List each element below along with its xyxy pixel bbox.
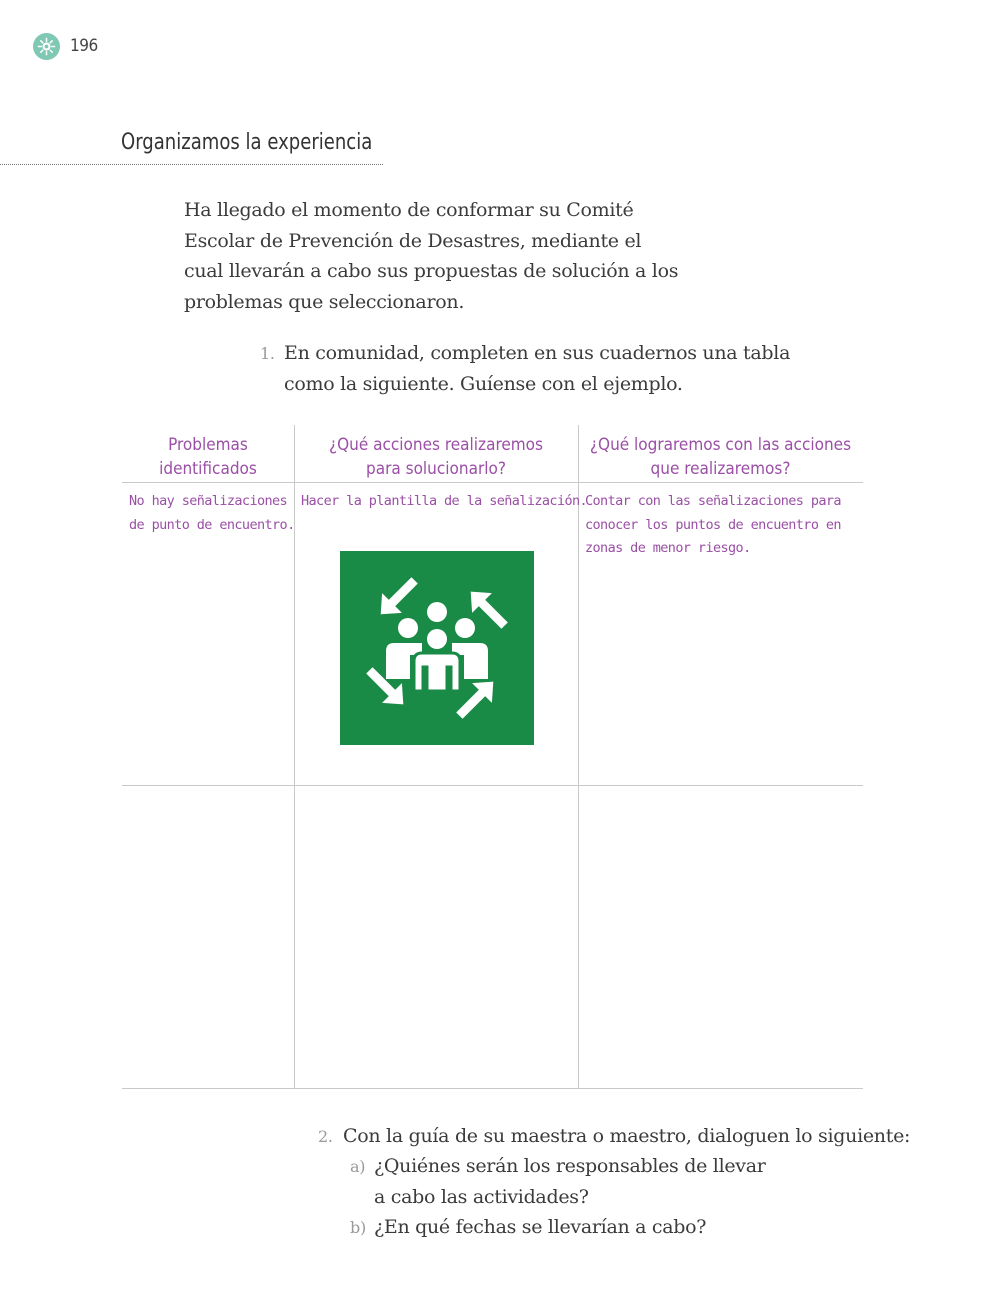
step-1 — [260, 338, 791, 399]
header-outcomes — [578, 433, 863, 481]
sun-gear-icon — [33, 33, 60, 60]
header-line: para solucionarlo? — [366, 459, 506, 479]
page-number: 196 — [70, 36, 98, 56]
cell-line: No hay señalizaciones — [129, 493, 288, 509]
table-column-divider — [578, 425, 579, 1089]
planning-table — [122, 425, 863, 1089]
table-bottom-border — [122, 1088, 863, 1089]
sub-a-line: ¿Quiénes serán los responsables de llevar — [374, 1155, 766, 1177]
sub-b-marker: b) — [350, 1218, 366, 1237]
cell-line: de punto de encuentro. — [129, 516, 295, 533]
table-row-divider — [122, 785, 863, 786]
header-line: ¿Qué acciones realizaremos — [329, 435, 543, 455]
intro-paragraph — [184, 195, 679, 317]
assembly-point-sign-icon — [340, 551, 534, 745]
header-problems — [122, 433, 294, 481]
step-2-sub-b — [350, 1212, 707, 1243]
step-1-marker: 1. — [260, 344, 275, 363]
cell-action — [301, 490, 587, 514]
header-line: ¿Qué lograremos con las acciones — [589, 435, 852, 455]
sub-a-marker: a) — [350, 1157, 366, 1176]
step-2-marker: 2. — [318, 1127, 333, 1146]
step-2-text: Con la guía de su maestra o maestro, dialoguen lo siguiente: — [343, 1125, 911, 1147]
cell-outcome — [585, 490, 841, 561]
section-title-divider — [0, 164, 383, 165]
header-actions — [294, 433, 578, 481]
section-title: Organizamos la experiencia — [121, 130, 373, 155]
table-header-divider — [122, 482, 863, 483]
cell-line: zonas de menor riesgo. — [585, 540, 751, 556]
sub-a-line: a cabo las actividades? — [374, 1185, 589, 1208]
cell-line: conocer los puntos de encuentro en — [585, 516, 841, 533]
step-2-sub-a — [350, 1151, 766, 1212]
cell-problem — [129, 490, 295, 537]
cell-line: Contar con las señalizaciones para — [585, 493, 841, 509]
sub-b-line: ¿En qué fechas se llevarían a cabo? — [374, 1216, 707, 1238]
intro-line: Ha llegado el momento de conformar su Comité — [184, 199, 634, 221]
cell-line: Hacer la plantilla de la señalización. — [301, 493, 588, 509]
header-line: Problemas — [168, 435, 248, 455]
intro-line: Escolar de Prevención de Desastres, mediante el — [184, 229, 642, 252]
intro-line: problemas que seleccionaron. — [184, 290, 465, 313]
page-number-block — [33, 32, 98, 60]
step-1-line: como la siguiente. Guíense con el ejemplo. — [284, 372, 683, 395]
header-line: identificados — [159, 459, 257, 479]
intro-line: cual llevarán a cabo sus propuestas de solución a los — [184, 260, 679, 282]
step-2 — [318, 1121, 911, 1152]
header-line: que realizaremos? — [650, 459, 791, 479]
step-1-line: En comunidad, completen en sus cuadernos una tabla — [284, 342, 791, 364]
